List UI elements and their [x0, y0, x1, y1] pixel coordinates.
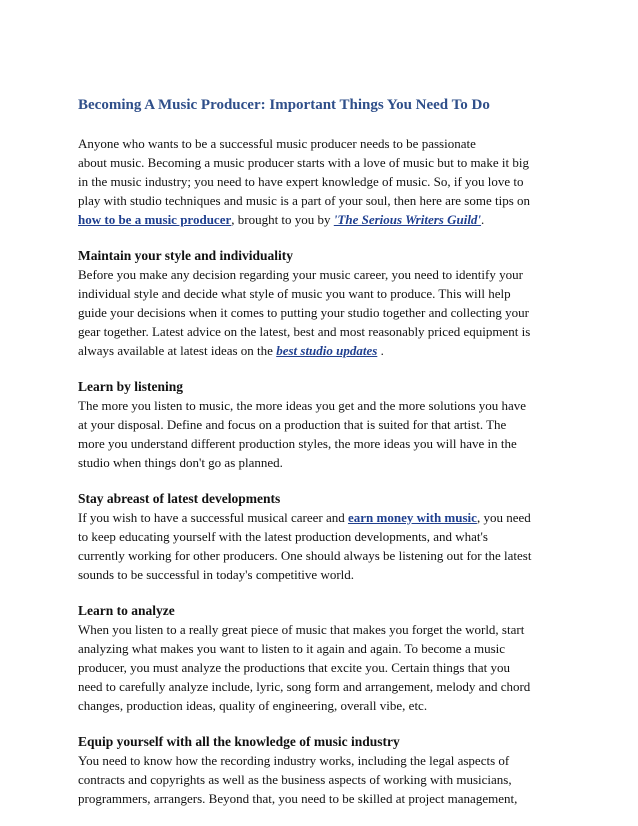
style-line-5	[78, 341, 578, 360]
intro-line-2: about music. Becoming a music producer starts with a love of music but to make it big	[78, 155, 529, 170]
section-analyze	[78, 601, 578, 715]
intro-line-4: play with studio techniques and music is a part of your soul, then here are some tips on	[78, 193, 531, 208]
section-heading-listening: Learn by listening	[78, 379, 184, 394]
abreast-line-1	[78, 508, 578, 527]
style-line-1: Before you make any decision regarding your music career, you need to identify your	[78, 267, 523, 282]
style-line-3: guide your decisions when it comes to putting your studio together and collecting your	[78, 305, 529, 320]
section-heading-industry: Equip yourself with all the knowledge of music industry	[78, 734, 400, 749]
style-line-4: gear together. Latest advice on the latest, best and most reasonably priced equipment is	[78, 324, 531, 339]
serious-writers-guild-link[interactable]: 'The Serious Writers Guild'	[333, 212, 482, 227]
analyze-line-2: analyzing what makes you want to listen to it again and again. To become a music	[78, 641, 506, 656]
analyze-line-4: need to carefully analyze include, lyric, song form and arrangement, melody and chord	[78, 679, 531, 694]
document-title: Becoming A Music Producer: Important Things You Need To Do	[78, 97, 490, 113]
analyze-line-3: producer, you must analyze the productions that excite you. Certain things that you	[78, 660, 510, 675]
style-line-5-post: .	[377, 343, 384, 358]
section-heading-abreast: Stay abreast of latest developments	[78, 491, 281, 506]
best-studio-updates-link[interactable]: best studio updates	[276, 343, 378, 358]
industry-line-2: contracts and copyrights as well as the business aspects of working with musicians,	[78, 772, 512, 787]
industry-line-1: You need to know how the recording industry works, including the legal aspects of	[78, 753, 510, 768]
earn-money-with-music-link[interactable]: earn money with music	[348, 510, 477, 525]
intro-line-5	[78, 210, 578, 229]
section-abreast	[78, 489, 578, 584]
style-line-2: individual style and decide what style of music you want to produce. This will help	[78, 286, 511, 301]
intro-paragraph	[78, 134, 578, 229]
section-heading-analyze: Learn to analyze	[78, 603, 175, 618]
intro-end-text: .	[481, 212, 485, 227]
industry-line-3: programmers, arrangers. Beyond that, you need to be skilled at project management,	[78, 791, 518, 806]
section-heading-style: Maintain your style and individuality	[78, 248, 294, 263]
abreast-line-3: currently working for other producers. One should always be listening out for the latest	[78, 548, 532, 563]
abreast-line-1-pre: If you wish to have a successful musical career and	[78, 510, 349, 525]
abreast-line-2: to keep educating yourself with the latest production developments, and what's	[78, 529, 488, 544]
section-industry	[78, 732, 578, 808]
analyze-line-5: changes, production ideas, quality of engineering, overall vibe, etc.	[78, 698, 428, 713]
analyze-line-1: When you listen to a really great piece of music that makes you forget the world, start	[78, 622, 525, 637]
intro-mid-text: , brought to you by	[231, 212, 334, 227]
listening-line-2: at your disposal. Define and focus on a production that is suited for that artist. The	[78, 417, 507, 432]
document-page	[78, 96, 578, 825]
listening-line-1: The more you listen to music, the more ideas you get and the more solutions you have	[78, 398, 527, 413]
abreast-line-1-post: , you need	[476, 510, 531, 525]
section-listening	[78, 377, 578, 472]
abreast-line-4: sounds to be successful in today's competitive world.	[78, 567, 355, 582]
how-to-be-producer-link[interactable]: how to be a music producer	[78, 212, 232, 227]
section-style	[78, 246, 578, 360]
intro-line-1: Anyone who wants to be a successful music producer needs to be passionate	[78, 136, 476, 151]
style-line-5-pre: always available at latest ideas on the	[78, 343, 277, 358]
intro-line-3: in the music industry; you need to have expert knowledge of music. So, if you love to	[78, 174, 524, 189]
listening-line-3: more you understand different production styles, the more ideas you will have in the	[78, 436, 517, 451]
listening-line-4: studio when things don't go as planned.	[78, 455, 283, 470]
